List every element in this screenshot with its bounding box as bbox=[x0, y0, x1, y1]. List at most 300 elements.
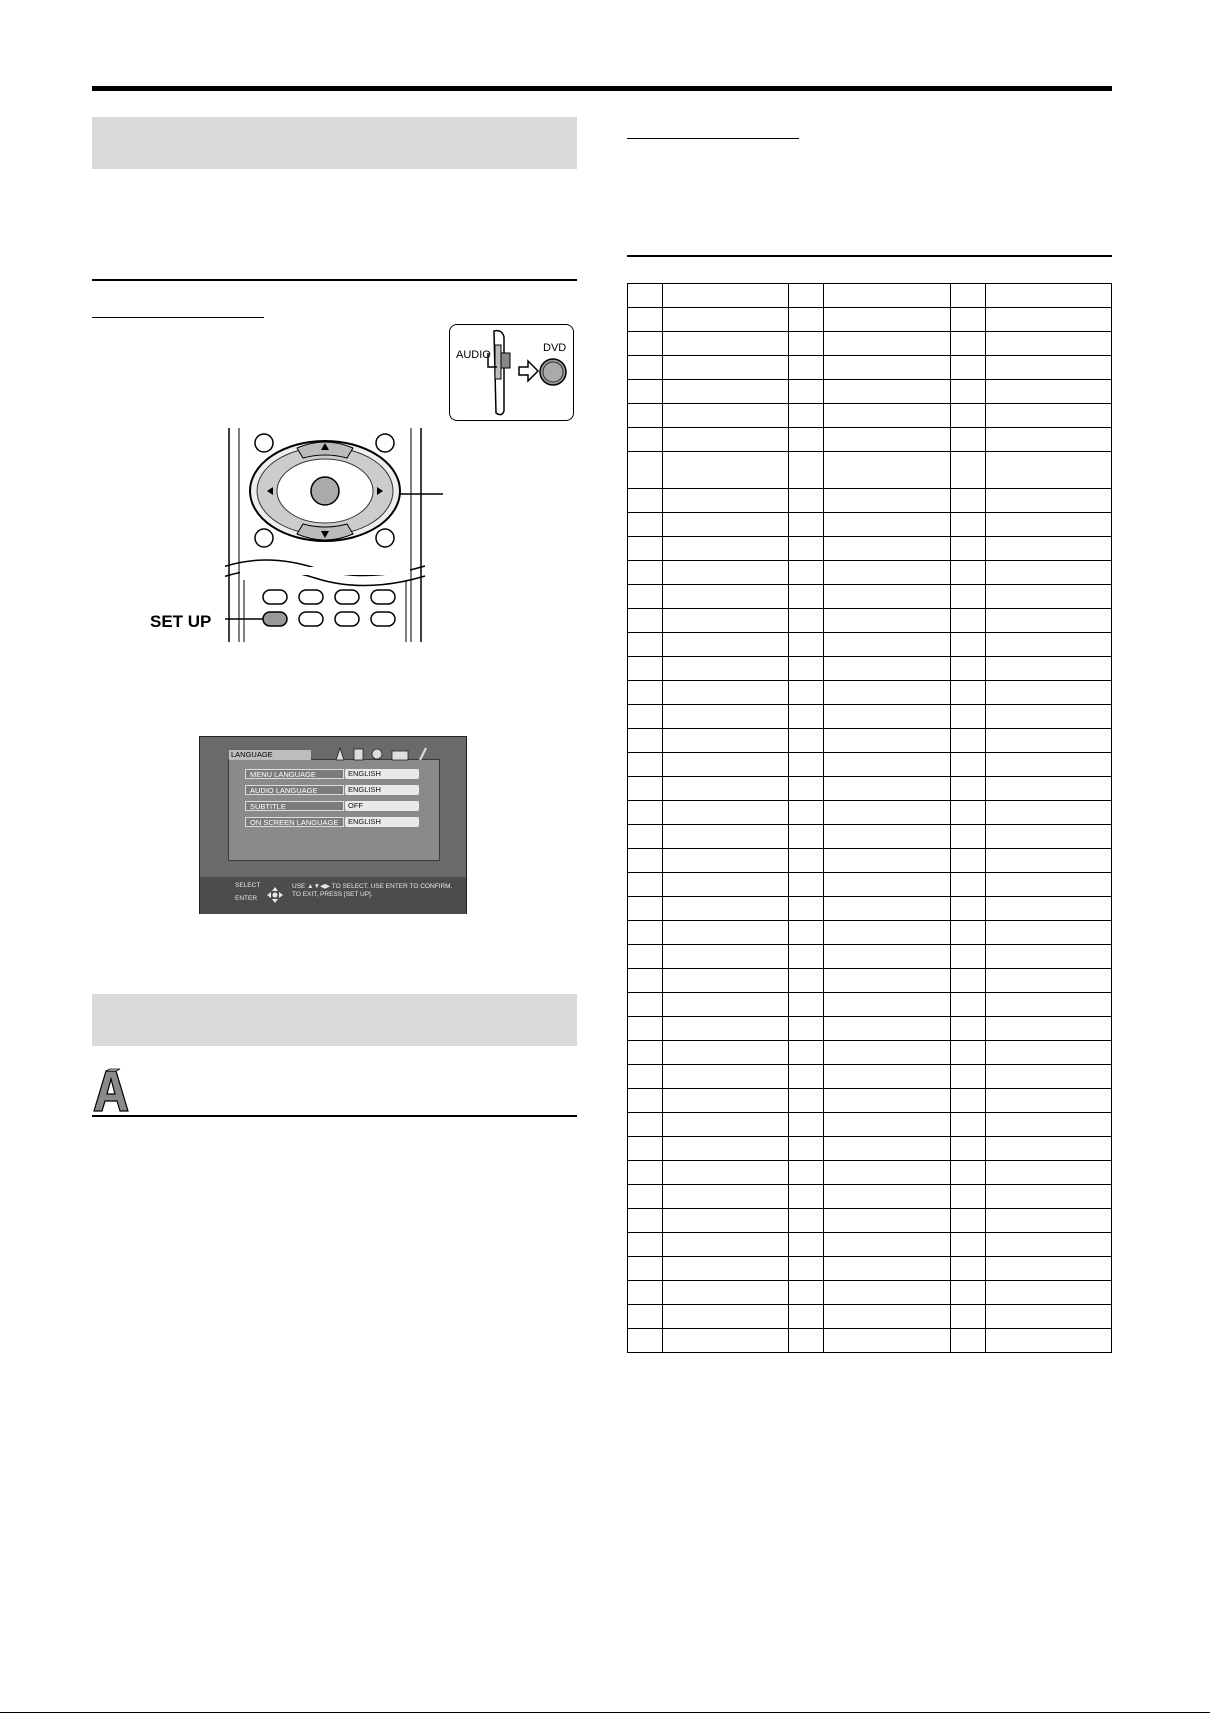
code-cell bbox=[789, 681, 824, 705]
code-cell bbox=[628, 753, 663, 777]
language-cell bbox=[663, 356, 789, 380]
code-cell bbox=[789, 1065, 824, 1089]
subheading-underline bbox=[92, 317, 264, 318]
code-cell bbox=[789, 849, 824, 873]
language-cell bbox=[985, 801, 1111, 825]
table-row bbox=[628, 489, 1112, 513]
code-cell bbox=[950, 452, 985, 489]
dvd-label: DVD bbox=[543, 342, 567, 354]
language-cell bbox=[985, 404, 1111, 428]
code-cell bbox=[789, 945, 824, 969]
table-row bbox=[628, 1185, 1112, 1209]
language-cell bbox=[824, 609, 950, 633]
language-cell bbox=[824, 1137, 950, 1161]
code-cell bbox=[789, 332, 824, 356]
table-row bbox=[628, 452, 1112, 489]
code-cell bbox=[628, 561, 663, 585]
table-row bbox=[628, 681, 1112, 705]
language-cell bbox=[985, 633, 1111, 657]
code-cell bbox=[628, 332, 663, 356]
code-cell bbox=[628, 897, 663, 921]
code-cell bbox=[628, 1041, 663, 1065]
table-row bbox=[628, 849, 1112, 873]
code-cell bbox=[628, 1161, 663, 1185]
code-cell bbox=[950, 1257, 985, 1281]
table-row bbox=[628, 1137, 1112, 1161]
code-cell bbox=[950, 609, 985, 633]
code-cell bbox=[950, 332, 985, 356]
code-cell bbox=[628, 537, 663, 561]
code-cell bbox=[628, 1233, 663, 1257]
language-cell bbox=[663, 428, 789, 452]
language-cell bbox=[663, 1161, 789, 1185]
a-heading-underline bbox=[92, 1115, 577, 1117]
code-cell bbox=[789, 561, 824, 585]
language-cell bbox=[985, 777, 1111, 801]
language-cell bbox=[985, 1329, 1111, 1353]
code-cell bbox=[628, 849, 663, 873]
language-cell bbox=[985, 897, 1111, 921]
table-row bbox=[628, 1089, 1112, 1113]
language-cell bbox=[663, 537, 789, 561]
table-row bbox=[628, 729, 1112, 753]
language-cell bbox=[663, 1065, 789, 1089]
language-cell bbox=[663, 585, 789, 609]
audio-dvd-switch-illustration bbox=[449, 324, 574, 421]
table-row bbox=[628, 428, 1112, 452]
language-cell bbox=[985, 1017, 1111, 1041]
osd-row-value[interactable]: ENGLISH bbox=[345, 785, 419, 795]
language-cell bbox=[824, 1041, 950, 1065]
language-cell bbox=[824, 1017, 950, 1041]
section-divider bbox=[92, 279, 577, 281]
code-cell bbox=[789, 921, 824, 945]
language-cell bbox=[824, 452, 950, 489]
code-cell bbox=[950, 681, 985, 705]
language-cell bbox=[663, 284, 789, 308]
remote-control-illustration bbox=[225, 428, 455, 643]
table-row bbox=[628, 633, 1112, 657]
code-cell bbox=[628, 1017, 663, 1041]
language-cell bbox=[985, 308, 1111, 332]
switch-icon bbox=[450, 325, 572, 419]
language-cell bbox=[985, 1281, 1111, 1305]
language-cell bbox=[985, 332, 1111, 356]
code-cell bbox=[789, 585, 824, 609]
code-cell bbox=[789, 404, 824, 428]
code-cell bbox=[628, 356, 663, 380]
code-cell bbox=[950, 537, 985, 561]
language-cell bbox=[824, 1113, 950, 1137]
table-row bbox=[628, 1113, 1112, 1137]
osd-row-label[interactable]: SUBTITLE bbox=[245, 801, 344, 811]
language-cell bbox=[824, 1305, 950, 1329]
code-cell bbox=[628, 308, 663, 332]
code-cell bbox=[950, 825, 985, 849]
language-cell bbox=[985, 657, 1111, 681]
table-row bbox=[628, 969, 1112, 993]
code-cell bbox=[628, 1257, 663, 1281]
language-cell bbox=[663, 657, 789, 681]
language-cell bbox=[985, 585, 1111, 609]
code-cell bbox=[950, 1137, 985, 1161]
code-cell bbox=[789, 428, 824, 452]
osd-row-label[interactable]: MENU LANGUAGE bbox=[245, 769, 344, 779]
language-cell bbox=[985, 1065, 1111, 1089]
code-cell bbox=[950, 1113, 985, 1137]
code-cell bbox=[950, 284, 985, 308]
language-cell bbox=[985, 993, 1111, 1017]
table-row bbox=[628, 609, 1112, 633]
code-cell bbox=[789, 969, 824, 993]
osd-footer-line1: USE ▲▼◀▶ TO SELECT. USE ENTER TO CONFIRM. bbox=[292, 883, 453, 890]
code-cell bbox=[628, 1209, 663, 1233]
code-cell bbox=[789, 873, 824, 897]
language-cell bbox=[663, 561, 789, 585]
top-rule bbox=[92, 86, 1112, 91]
table-row bbox=[628, 513, 1112, 537]
language-cell bbox=[824, 993, 950, 1017]
language-cell bbox=[985, 921, 1111, 945]
language-cell bbox=[824, 356, 950, 380]
code-cell bbox=[950, 1305, 985, 1329]
language-cell bbox=[824, 945, 950, 969]
language-cell bbox=[985, 1233, 1111, 1257]
section-banner-top bbox=[92, 117, 577, 169]
osd-row-value[interactable]: ENGLISH bbox=[345, 769, 419, 779]
code-cell bbox=[950, 585, 985, 609]
language-cell bbox=[663, 993, 789, 1017]
code-cell bbox=[950, 380, 985, 404]
code-cell bbox=[789, 1185, 824, 1209]
code-cell bbox=[950, 1281, 985, 1305]
language-cell bbox=[663, 1257, 789, 1281]
code-cell bbox=[950, 1233, 985, 1257]
code-cell bbox=[789, 1137, 824, 1161]
code-cell bbox=[789, 609, 824, 633]
language-cell bbox=[663, 404, 789, 428]
language-cell bbox=[663, 1113, 789, 1137]
code-cell bbox=[789, 657, 824, 681]
language-cell bbox=[824, 873, 950, 897]
language-cell bbox=[985, 513, 1111, 537]
language-cell bbox=[663, 1185, 789, 1209]
language-cell bbox=[663, 1041, 789, 1065]
osd-tab-icons bbox=[332, 746, 442, 762]
language-cell bbox=[663, 801, 789, 825]
table-row bbox=[628, 777, 1112, 801]
language-cell bbox=[824, 284, 950, 308]
code-cell bbox=[789, 1161, 824, 1185]
language-cell bbox=[663, 1305, 789, 1329]
code-cell bbox=[628, 993, 663, 1017]
language-cell bbox=[824, 801, 950, 825]
language-cell bbox=[663, 921, 789, 945]
language-cell bbox=[824, 1065, 950, 1089]
table-row bbox=[628, 657, 1112, 681]
language-cell bbox=[824, 1233, 950, 1257]
language-cell bbox=[824, 705, 950, 729]
language-cell bbox=[985, 1185, 1111, 1209]
language-cell bbox=[663, 681, 789, 705]
code-cell bbox=[789, 753, 824, 777]
code-cell bbox=[950, 1185, 985, 1209]
language-cell bbox=[985, 969, 1111, 993]
code-cell bbox=[950, 921, 985, 945]
code-cell bbox=[789, 1329, 824, 1353]
code-cell bbox=[628, 452, 663, 489]
code-cell bbox=[628, 969, 663, 993]
language-cell bbox=[824, 825, 950, 849]
language-cell bbox=[663, 1209, 789, 1233]
code-cell bbox=[789, 1113, 824, 1137]
code-cell bbox=[950, 633, 985, 657]
language-cell bbox=[985, 849, 1111, 873]
language-cell bbox=[663, 825, 789, 849]
language-cell bbox=[985, 537, 1111, 561]
table-row bbox=[628, 1257, 1112, 1281]
code-cell bbox=[789, 897, 824, 921]
table-row bbox=[628, 921, 1112, 945]
language-cell bbox=[824, 849, 950, 873]
language-cell bbox=[985, 1209, 1111, 1233]
code-cell bbox=[789, 633, 824, 657]
table-row bbox=[628, 825, 1112, 849]
code-cell bbox=[950, 428, 985, 452]
language-cell bbox=[824, 404, 950, 428]
code-cell bbox=[789, 705, 824, 729]
table-row bbox=[628, 380, 1112, 404]
language-cell bbox=[824, 561, 950, 585]
language-cell bbox=[985, 1305, 1111, 1329]
code-cell bbox=[628, 633, 663, 657]
language-cell bbox=[824, 1089, 950, 1113]
code-cell bbox=[950, 1065, 985, 1089]
table-row bbox=[628, 1065, 1112, 1089]
code-cell bbox=[628, 801, 663, 825]
code-cell bbox=[950, 1209, 985, 1233]
language-cell bbox=[824, 1209, 950, 1233]
code-cell bbox=[950, 1161, 985, 1185]
language-cell bbox=[824, 777, 950, 801]
table-row bbox=[628, 404, 1112, 428]
table-row bbox=[628, 897, 1112, 921]
language-cell bbox=[663, 1329, 789, 1353]
subheading-underline bbox=[627, 138, 799, 139]
code-cell bbox=[950, 404, 985, 428]
language-cell bbox=[985, 561, 1111, 585]
language-cell bbox=[824, 657, 950, 681]
code-cell bbox=[950, 993, 985, 1017]
code-cell bbox=[950, 1017, 985, 1041]
code-cell bbox=[789, 1041, 824, 1065]
code-cell bbox=[789, 1281, 824, 1305]
code-cell bbox=[950, 356, 985, 380]
code-cell bbox=[950, 801, 985, 825]
language-cell bbox=[985, 729, 1111, 753]
language-cell bbox=[824, 537, 950, 561]
code-cell bbox=[628, 681, 663, 705]
table-top-rule bbox=[627, 255, 1112, 257]
language-cell bbox=[985, 1161, 1111, 1185]
language-cell bbox=[824, 308, 950, 332]
language-cell bbox=[824, 380, 950, 404]
code-cell bbox=[950, 897, 985, 921]
code-cell bbox=[628, 404, 663, 428]
language-cell bbox=[663, 873, 789, 897]
osd-row-value[interactable]: OFF bbox=[345, 801, 419, 811]
table-row bbox=[628, 873, 1112, 897]
table-row bbox=[628, 284, 1112, 308]
language-cell bbox=[985, 1041, 1111, 1065]
code-cell bbox=[950, 489, 985, 513]
osd-footer bbox=[200, 877, 466, 914]
language-cell bbox=[985, 284, 1111, 308]
code-cell bbox=[950, 729, 985, 753]
remote-icon bbox=[225, 428, 455, 643]
language-cell bbox=[824, 1329, 950, 1353]
table-row bbox=[628, 945, 1112, 969]
code-cell bbox=[628, 609, 663, 633]
language-cell bbox=[663, 849, 789, 873]
code-cell bbox=[789, 356, 824, 380]
table-row bbox=[628, 705, 1112, 729]
language-cell bbox=[824, 921, 950, 945]
language-cell bbox=[985, 380, 1111, 404]
language-cell bbox=[824, 428, 950, 452]
language-cell bbox=[985, 428, 1111, 452]
osd-footer-enter: ENTER bbox=[235, 895, 258, 902]
table-row bbox=[628, 537, 1112, 561]
language-cell bbox=[663, 729, 789, 753]
code-cell bbox=[628, 513, 663, 537]
language-cell bbox=[663, 969, 789, 993]
code-cell bbox=[628, 777, 663, 801]
language-cell bbox=[824, 332, 950, 356]
language-cell bbox=[824, 633, 950, 657]
table-row bbox=[628, 993, 1112, 1017]
code-cell bbox=[789, 1089, 824, 1113]
language-cell bbox=[985, 873, 1111, 897]
code-cell bbox=[789, 777, 824, 801]
code-cell bbox=[628, 729, 663, 753]
language-cell bbox=[985, 489, 1111, 513]
code-cell bbox=[950, 1329, 985, 1353]
code-cell bbox=[789, 489, 824, 513]
language-cell bbox=[663, 332, 789, 356]
code-cell bbox=[628, 489, 663, 513]
page-bottom-edge bbox=[0, 1712, 1210, 1713]
language-cell bbox=[824, 681, 950, 705]
audio-label: AUDIO bbox=[456, 349, 491, 361]
language-cell bbox=[663, 308, 789, 332]
language-cell bbox=[985, 1113, 1111, 1137]
code-cell bbox=[789, 729, 824, 753]
table-row bbox=[628, 308, 1112, 332]
code-cell bbox=[950, 705, 985, 729]
code-cell bbox=[789, 284, 824, 308]
code-cell bbox=[628, 585, 663, 609]
code-cell bbox=[628, 1329, 663, 1353]
language-cell bbox=[824, 969, 950, 993]
code-cell bbox=[628, 380, 663, 404]
language-cell bbox=[663, 452, 789, 489]
language-cell bbox=[985, 753, 1111, 777]
language-cell bbox=[985, 609, 1111, 633]
language-cell bbox=[663, 897, 789, 921]
code-cell bbox=[628, 1305, 663, 1329]
table-row bbox=[628, 1209, 1112, 1233]
code-cell bbox=[628, 1137, 663, 1161]
language-cell bbox=[824, 1161, 950, 1185]
code-cell bbox=[789, 1233, 824, 1257]
code-cell bbox=[950, 1089, 985, 1113]
language-cell bbox=[824, 753, 950, 777]
language-cell bbox=[663, 489, 789, 513]
code-cell bbox=[789, 537, 824, 561]
language-cell bbox=[663, 753, 789, 777]
language-cell bbox=[663, 633, 789, 657]
language-cell bbox=[663, 705, 789, 729]
table-row bbox=[628, 801, 1112, 825]
setup-button-label: SET UP bbox=[150, 612, 212, 631]
code-cell bbox=[628, 1113, 663, 1137]
language-cell bbox=[663, 513, 789, 537]
code-cell bbox=[789, 452, 824, 489]
table-row bbox=[628, 1305, 1112, 1329]
language-a-icon bbox=[90, 1067, 130, 1113]
code-cell bbox=[950, 513, 985, 537]
code-cell bbox=[950, 873, 985, 897]
osd-row-label[interactable]: AUDIO LANGUAGE bbox=[245, 785, 344, 795]
language-code-table bbox=[627, 283, 1112, 1353]
code-cell bbox=[789, 825, 824, 849]
code-cell bbox=[950, 969, 985, 993]
osd-language-screen bbox=[199, 736, 467, 914]
language-cell bbox=[824, 1281, 950, 1305]
language-cell bbox=[663, 609, 789, 633]
language-cell bbox=[985, 681, 1111, 705]
code-cell bbox=[950, 777, 985, 801]
code-cell bbox=[628, 705, 663, 729]
language-cell bbox=[985, 705, 1111, 729]
code-cell bbox=[628, 1185, 663, 1209]
osd-row-label[interactable]: ON SCREEN LANGUAGE bbox=[245, 817, 344, 827]
code-cell bbox=[789, 308, 824, 332]
code-cell bbox=[628, 1065, 663, 1089]
language-cell bbox=[985, 1137, 1111, 1161]
code-cell bbox=[789, 993, 824, 1017]
language-cell bbox=[985, 452, 1111, 489]
language-cell bbox=[985, 825, 1111, 849]
table-row bbox=[628, 1041, 1112, 1065]
language-cell bbox=[663, 945, 789, 969]
table-row bbox=[628, 1281, 1112, 1305]
table-row bbox=[628, 1017, 1112, 1041]
language-cell bbox=[985, 356, 1111, 380]
code-cell bbox=[789, 1017, 824, 1041]
language-cell bbox=[985, 1257, 1111, 1281]
table-row bbox=[628, 561, 1112, 585]
code-cell bbox=[950, 945, 985, 969]
code-cell bbox=[628, 945, 663, 969]
language-cell bbox=[985, 1089, 1111, 1113]
language-cell bbox=[663, 1137, 789, 1161]
osd-row-value[interactable]: ENGLISH bbox=[345, 817, 419, 827]
code-cell bbox=[789, 1257, 824, 1281]
code-cell bbox=[628, 1281, 663, 1305]
osd-footer-select: SELECT bbox=[235, 882, 261, 889]
